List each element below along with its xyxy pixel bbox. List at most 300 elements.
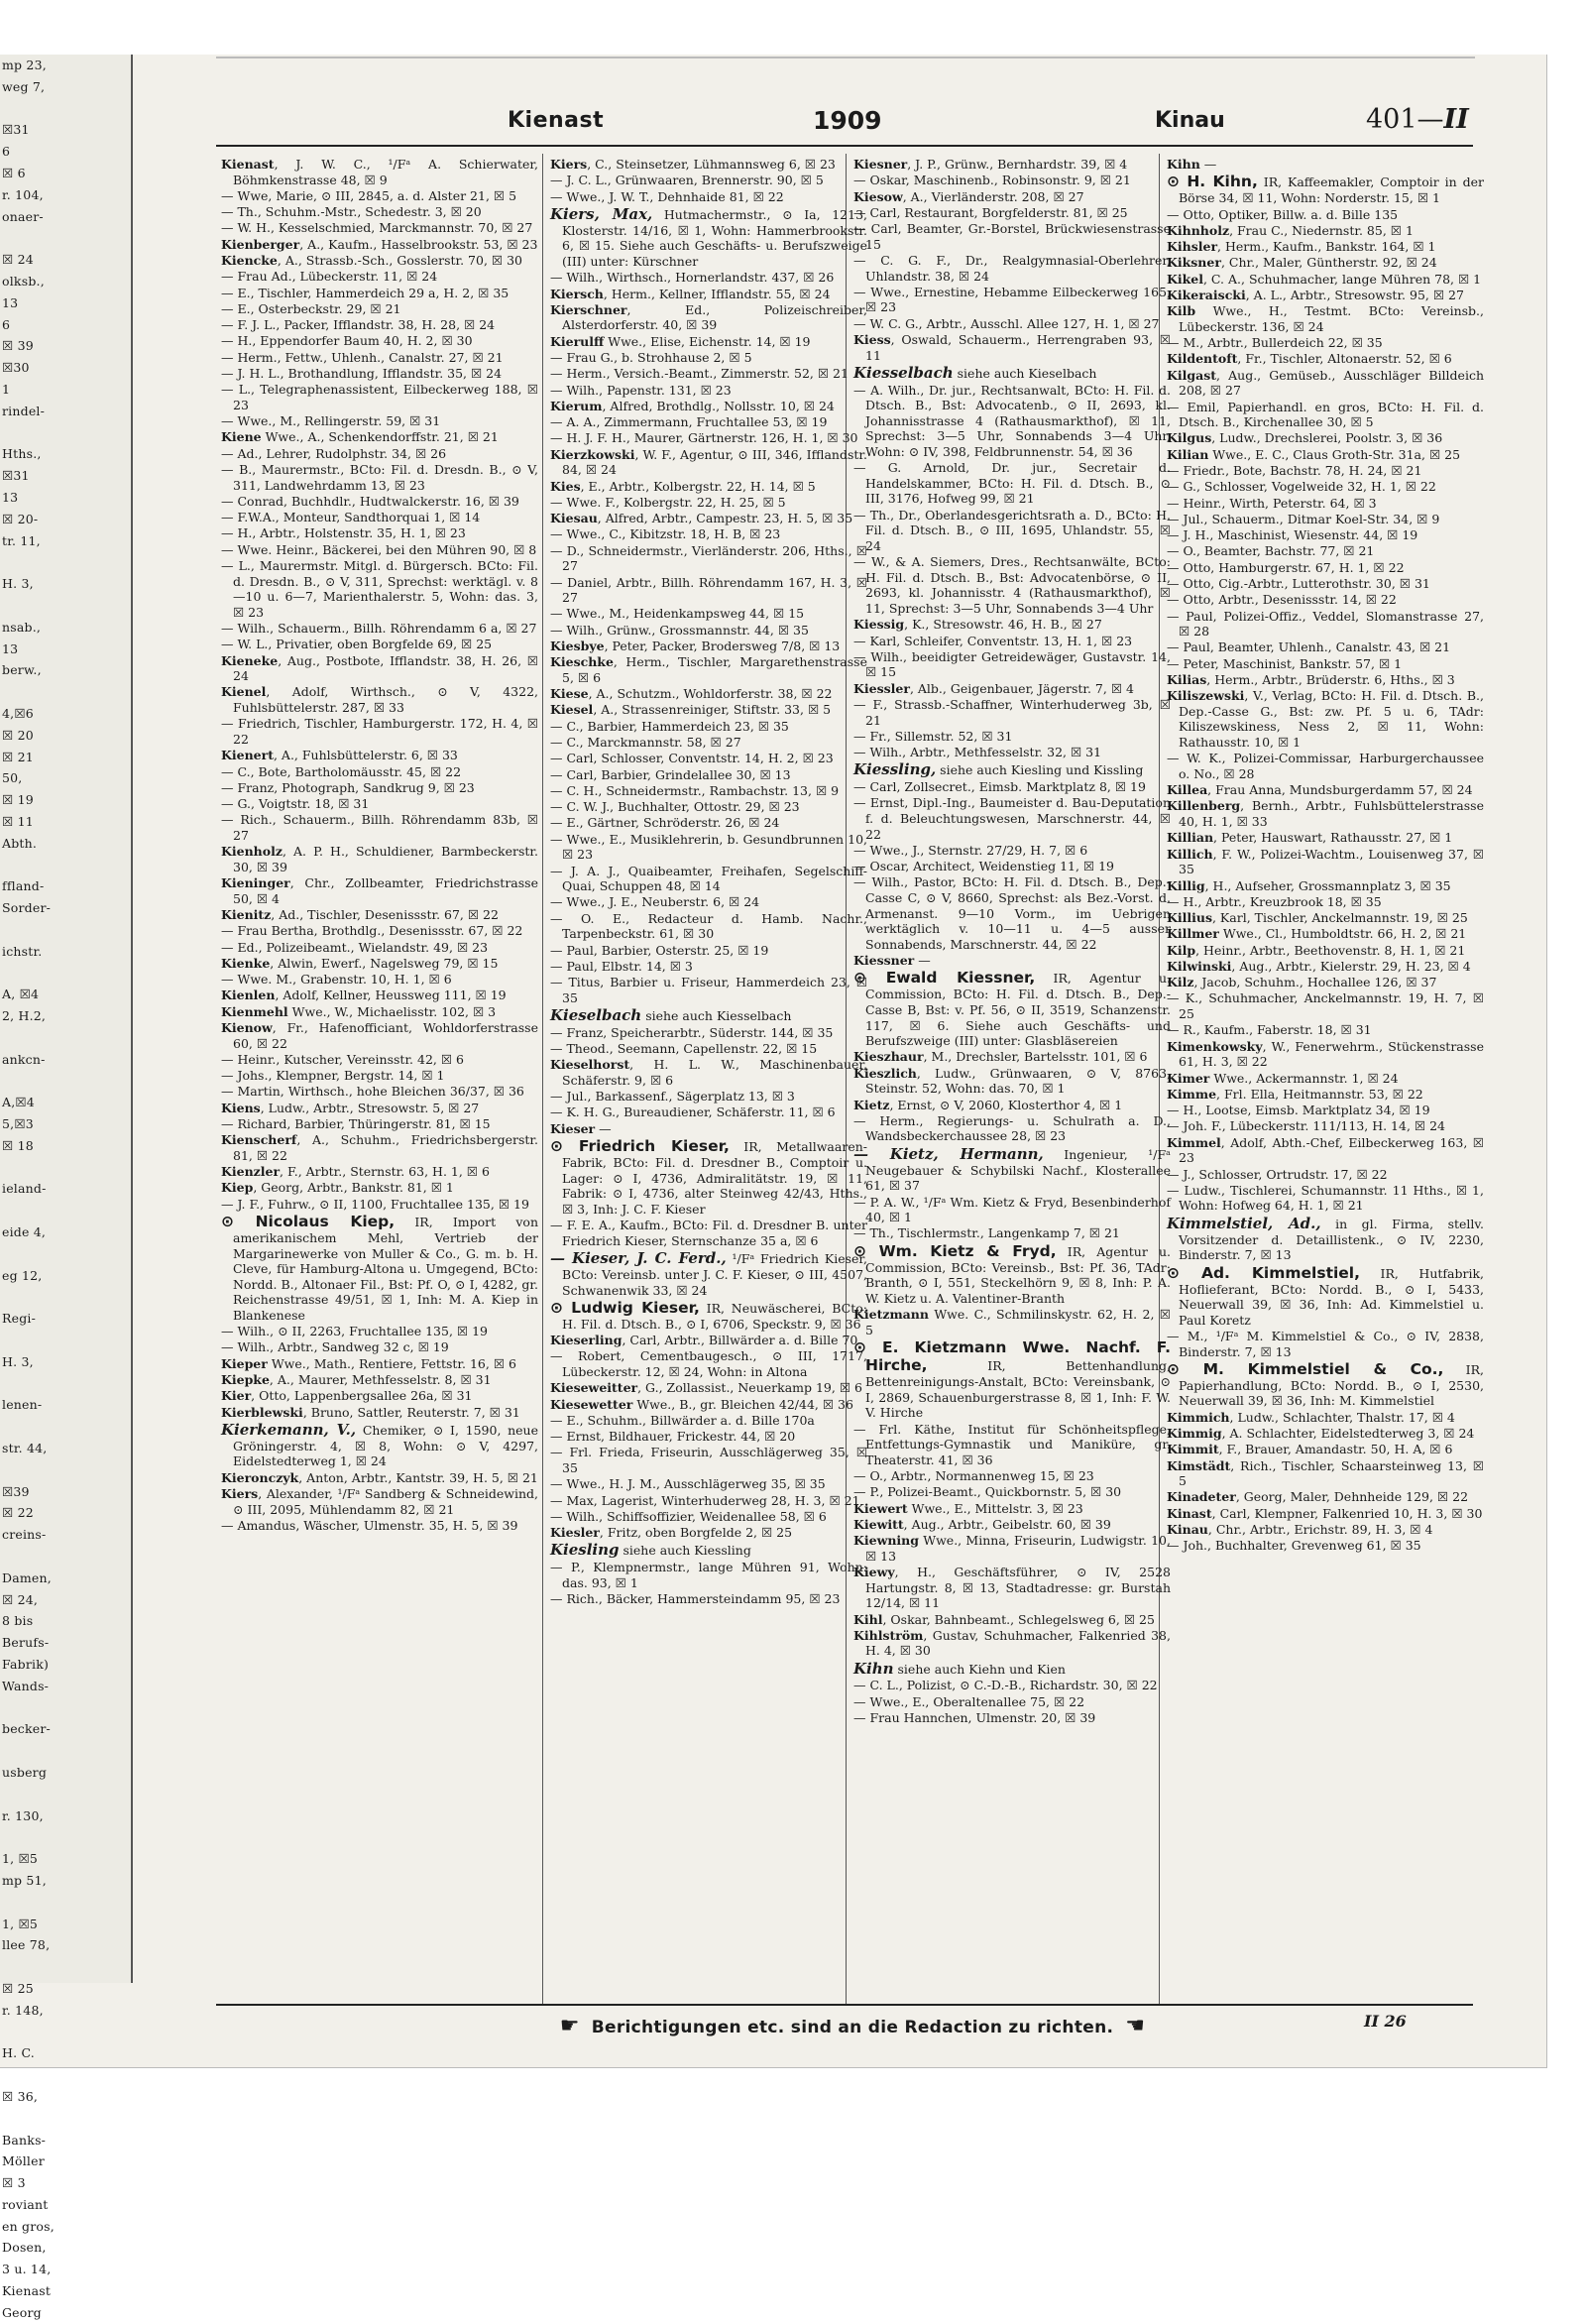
entry-surname: Kiewning	[853, 1533, 919, 1549]
directory-entry	[221, 1405, 538, 1421]
entry-surname: Kikel	[1167, 271, 1203, 287]
margin-fragment: ☒ 20-	[2, 511, 39, 526]
entry-details: , H., Geschäftsführer, ⊙ IV, 2528 Hartungstr. 8, ☒ 13, Stadtadresse: gr. Burstah 12/14, ☒ 11	[865, 1565, 1171, 1611]
directory-entry	[550, 783, 867, 799]
entry-surname: Kilias	[1167, 671, 1207, 687]
entry-surname: Kilwinski	[1167, 958, 1232, 974]
margin-fragment: Dosen,	[2, 2240, 47, 2256]
directory-entry	[853, 316, 1171, 332]
entry-details: — A. A., Zimmermann, Fruchtallee 53, ☒ 19	[550, 414, 828, 430]
entry-details: — W. C. G., Arbtr., Ausschl. Allee 127, H. 1, ☒ 27	[853, 315, 1160, 331]
entry-details: — H., Arbtr., Holstenstr. 35, H. 1, ☒ 23	[221, 525, 466, 541]
directory-entry	[1167, 1135, 1484, 1166]
entry-details: , A., Maurer, Methfesselstr. 8, ☒ 31	[269, 1372, 492, 1388]
entry-surname: Kilian	[1167, 446, 1209, 462]
directory-entry	[221, 1101, 538, 1116]
entry-surname: Kiesler	[550, 1525, 600, 1541]
margin-fragment: usberg	[2, 1764, 48, 1780]
margin-fragment	[0, 1200, 131, 1221]
margin-fragment: r. 148,	[2, 2002, 44, 2018]
directory-entry	[221, 1339, 538, 1355]
entry-details: , Herm., Tischler, Margarethenstrasse 5, ☒ 6	[562, 654, 867, 685]
margin-fragment: ☒ 11	[2, 813, 34, 829]
entry-details: — Jul., Barkassenf., Sägerplatz 13, ☒ 3	[550, 1089, 795, 1104]
margin-fragment: Damen,	[2, 1569, 52, 1585]
directory-entry	[221, 956, 538, 972]
featured-name: Kimmelstiel, Ad.,	[1167, 1214, 1321, 1232]
margin-fragment	[0, 1027, 131, 1049]
entry-details: , Ad., Tischler, Desenissstr. 67, ☒ 22	[271, 906, 499, 922]
directory-entry	[550, 864, 867, 894]
directory-entry	[853, 729, 1171, 745]
entry-details: — Max, Lagerist, Winterhuderweg 28, H. 3, ☒ 21	[550, 1492, 860, 1508]
entry-details: IR, Papierhandlung, BCto: Nordd. B., ⊙ I, 2530, Neuerwall 39, ☒ 36, Inh: M. Kimmelstiel	[1179, 1361, 1485, 1409]
directory-entry	[221, 812, 538, 843]
entry-details: , W., Fenerwehrm., Stückenstrasse 61, H. 3, ☒ 22	[1179, 1038, 1484, 1070]
firm-name: ⊙ Friedrich Kieser,	[550, 1137, 730, 1156]
margin-fragment: 4,☒6	[2, 705, 34, 721]
margin-fragment	[0, 2108, 131, 2130]
margin-fragment: 50,	[2, 770, 23, 786]
entry-details: — J. H., Maschinist, Wiesenstr. 44, ☒ 19	[1167, 527, 1418, 543]
entry-surname: Kiliszewski	[1167, 688, 1245, 704]
entry-details: — G. Arnold, Dr. jur., Secretair d. Handelskammer, BCto: H. Fil. d. Dtsch. B., ⊙ III, 3176, Hofweg 99, ☒ 21	[853, 460, 1171, 507]
directory-entry	[1167, 1071, 1484, 1087]
margin-fragment: H. 3,	[2, 576, 34, 592]
directory-entry	[550, 173, 867, 188]
margin-fragment: Sorder-	[2, 900, 52, 916]
entry-details: — J. A. J., Quaibeamter, Freihafen, Segelschiff-Quai, Schuppen 48, ☒ 14	[550, 863, 867, 894]
entry-surname: Kierzkowski	[550, 446, 635, 462]
directory-entry	[1167, 1426, 1484, 1442]
entry-surname: Kieszlich	[853, 1065, 917, 1081]
margin-fragment: ☒ 24,	[2, 1591, 39, 1607]
page-number: 401—II	[1366, 104, 1469, 135]
entry-details: , W. F., Agentur, ⊙ III, 346, Ifflandstr. 84, ☒ 24	[562, 446, 867, 478]
directory-entry	[550, 1249, 867, 1298]
directory-entry	[1167, 1522, 1484, 1538]
margin-fragment: en gros,	[2, 2218, 55, 2234]
entry-details: — Frl. Käthe, Institut für Schönheitspflege, Entfettungs-Gymnastik und Maniküre, gr. Theaterstr. 41, ☒ 36	[853, 1421, 1171, 1467]
margin-fragment: lenen-	[2, 1397, 43, 1413]
margin-fragment: Berufs-	[2, 1635, 50, 1651]
margin-fragment: Georg	[2, 2304, 42, 2320]
directory-entry	[221, 413, 538, 429]
entry-details: — Wilh., Papenstr. 131, ☒ 23	[550, 382, 732, 398]
directory-entry	[1167, 1329, 1484, 1359]
directory-entry	[550, 894, 867, 910]
entry-surname: Kienberger	[221, 236, 300, 252]
directory-entry	[1167, 592, 1484, 608]
entry-details: — Heinr., Kutscher, Vereinsstr. 42, ☒ 6	[221, 1051, 464, 1067]
directory-entry	[1167, 798, 1484, 829]
entry-details: , Oswald, Schauerm., Herrengraben 93, ☒ 11	[865, 332, 1171, 363]
previous-page-margin	[0, 55, 133, 2320]
featured-name: Kiesling	[550, 1541, 620, 1560]
directory-entry	[221, 542, 538, 558]
directory-entry	[1167, 990, 1484, 1021]
directory-entry	[221, 429, 538, 445]
entry-surname: Kiessner	[853, 953, 915, 969]
entry-surname: Kies	[550, 478, 581, 494]
entry-details: , Fr., Tischler, Altonaerstr. 52, ☒ 6	[1237, 351, 1452, 367]
entry-surname: Kihlström	[853, 1627, 924, 1643]
entry-details: — Paul, Beamter, Uhlenh., Canalstr. 43, ☒ 21	[1167, 639, 1451, 655]
directory-entry	[1167, 959, 1484, 975]
margin-fragment: rindel-	[2, 403, 46, 418]
entry-details: , Peter, Hauswart, Rathausstr. 27, ☒ 1	[1213, 830, 1453, 846]
entry-surname: Kimmit	[1167, 1442, 1219, 1457]
entry-details: — Wwe., M., Rellingerstr. 59, ☒ 31	[221, 413, 441, 429]
entry-details: in gl. Firma, stellv. Vorsitzender d. Detaillistenk., ⊙ IV, 2230, Binderstr. 7, ☒ 13	[1179, 1216, 1484, 1263]
entry-details: — E., Tischler, Hammerdeich 29 a, H. 2, ☒ 35	[221, 285, 510, 300]
entry-details: , A., Kaufm., Hasselbrookstr. 53, ☒ 23	[299, 236, 538, 252]
directory-entry	[221, 940, 538, 956]
entry-details: — O., Beamter, Bachstr. 77, ☒ 21	[1167, 543, 1375, 559]
directory-entry	[1167, 368, 1484, 399]
directory-entry	[550, 334, 867, 350]
entry-details: — C. W. J., Buchhalter, Ottostr. 29, ☒ 23	[550, 799, 800, 815]
directory-entry	[221, 988, 538, 1003]
entry-surname: Kienert	[221, 748, 274, 763]
directory-entry	[550, 959, 867, 975]
entry-details: — K., Schuhmacher, Anckelmannstr. 19, H. 7, ☒ 25	[1167, 990, 1484, 1022]
margin-fragment: ☒30	[2, 360, 30, 376]
margin-fragment: Hths.,	[2, 446, 42, 462]
entry-details: — Amandus, Wäscher, Ulmenstr. 35, H. 5, ☒ 39	[221, 1517, 518, 1533]
entry-details: — Richard, Barbier, Thüringerstr. 81, ☒ 15	[221, 1115, 491, 1131]
directory-entry	[1167, 1118, 1484, 1134]
margin-fragment: ☒ 20	[2, 727, 34, 743]
directory-entry	[221, 1324, 538, 1339]
margin-fragment: mp 51,	[2, 1872, 47, 1888]
entry-details: — F., Strassb.-Schaffner, Winterhuderweg 3b, ☒ 21	[853, 696, 1171, 728]
entry-details: , Gustav, Schuhmacher, Falkenried 38, H. 4, ☒ 30	[865, 1627, 1171, 1659]
entry-details: —	[595, 1120, 612, 1136]
entry-details: — Wilh., ⊙ II, 2263, Fruchtallee 135, ☒ 19	[221, 1324, 488, 1339]
margin-fragment	[0, 1157, 131, 1179]
entry-details: — Joh., Buchhalter, Grevenweg 61, ☒ 35	[1167, 1538, 1421, 1554]
entry-surname: Kilgast	[1167, 367, 1217, 383]
entry-details: IR, Import von amerikanischem Mehl, Vertrieb der Margarinewerke von Muller & Co., G. m. b. H. Cleve, für Hamburg-Altona u. Umgegend, BCto: Nordd. B., Altonaer Fil., Bst: Pf. O, ⊙ I, 4282, gr. Reichenstrasse 49/51, ☒ 1, Inh: M. A. Kiep in Blankenese	[233, 1214, 538, 1323]
margin-fragment: ankcn-	[2, 1051, 46, 1067]
entry-surname: Kimer	[1167, 1070, 1210, 1086]
directory-entry	[221, 301, 538, 317]
entry-surname: Kiewitt	[853, 1516, 904, 1532]
entry-details: , Frl. Ella, Heitmannstr. 53, ☒ 22	[1216, 1086, 1423, 1102]
margin-fragment: H. C.	[2, 2045, 35, 2061]
entry-details: — W. K., Polizei-Commissar, Harburgerchaussee o. No., ☒ 28	[1167, 751, 1484, 781]
directory-entry	[221, 907, 538, 923]
directory-entry	[1167, 1022, 1484, 1038]
entry-details: , Alexander, ¹/Fᵃ Sandberg & Schneidewind, ⊙ III, 2095, Mühlendamm 82, ☒ 21	[233, 1486, 538, 1517]
directory-entry	[221, 1486, 538, 1517]
entry-details: , Otto, Lappenbergsallee 26a, ☒ 31	[251, 1388, 473, 1404]
entry-surname: Kiewert	[853, 1500, 908, 1516]
entry-details: , Ludw., Grünwaaren, ⊙ V, 8763, Steinstr. 52, Wohn: das. 70, ☒ 1	[865, 1065, 1171, 1097]
footer-notice	[506, 2014, 1199, 2038]
entry-surname: Kietzmann	[853, 1307, 929, 1323]
entry-surname: Kieper	[221, 1355, 268, 1371]
directory-entry	[1167, 1039, 1484, 1070]
margin-fragment: 6	[2, 316, 11, 332]
margin-fragment	[0, 227, 131, 249]
directory-entry	[550, 815, 867, 831]
margin-fragment	[0, 1740, 131, 1762]
entry-details: — Wwe., J. E., Neuberstr. 6, ☒ 24	[550, 894, 760, 910]
entry-details: — P., Klempnermstr., lange Mühren 91, Wohn: das. 93, ☒ 1	[550, 1560, 867, 1590]
directory-entry	[550, 447, 867, 478]
directory-entry	[550, 654, 867, 685]
margin-fragment: H. 3,	[2, 1353, 34, 1369]
directory-entry	[550, 1218, 867, 1248]
directory-entry	[221, 653, 538, 684]
firm-name: ⊙ Ad. Kimmelstiel,	[1167, 1263, 1361, 1282]
entry-details: — Carl, Schlosser, Conventstr. 14, H. 2, ☒ 23	[550, 751, 834, 766]
margin-fragment	[0, 1459, 131, 1481]
entry-details: — J. H. L., Brothandlung, Ifflandstr. 35, ☒ 24	[221, 365, 503, 381]
directory-entry	[221, 1132, 538, 1163]
column-divider	[542, 154, 543, 2004]
margin-fragment	[0, 1956, 131, 1978]
entry-details: — Jul., Schauerm., Ditmar Koel-Str. 34, ☒ 9	[1167, 511, 1440, 526]
directory-entry	[221, 1020, 538, 1051]
signature-mark: II 26	[1364, 2012, 1407, 2031]
entry-surname: Kiess	[853, 332, 891, 348]
entry-details: — Carl, Zollsecret., Eimsb. Marktplatz 8, ☒ 19	[853, 779, 1146, 795]
entry-details: — Paul, Polizei-Offiz., Veddel, Slomanstrasse 27, ☒ 28	[1167, 608, 1484, 639]
directory-entry	[550, 702, 867, 718]
entry-surname: Killmer	[1167, 926, 1219, 942]
entry-details: — Wilh., Schauerm., Billh. Röhrendamm 6 a, ☒ 27	[221, 621, 537, 637]
entry-details: , Chr., Zollbeamter, Friedrichstrasse 50, ☒ 4	[233, 875, 538, 906]
entry-details: — Wwe., M., Heidenkampsweg 44, ☒ 15	[550, 606, 805, 622]
entry-details: — W. H., Kesselschmied, Marckmannstr. 70, ☒ 27	[221, 220, 533, 236]
directory-entry	[853, 460, 1171, 507]
margin-fragment: eg 12,	[2, 1267, 43, 1283]
directory-entry	[550, 735, 867, 751]
directory-entry	[550, 943, 867, 959]
margin-fragment: ☒ 21	[2, 749, 34, 764]
directory-entry	[221, 1004, 538, 1020]
entry-details: — Frau Hannchen, Ulmenstr. 20, ☒ 39	[853, 1709, 1096, 1725]
entry-surname: Kiers	[221, 1486, 259, 1502]
entry-details: — H. J. F. H., Maurer, Gärtnerstr. 126, H. 1, ☒ 30	[550, 430, 858, 446]
entry-details: — P. A. W., ¹/Fᵃ Wm. Kietz & Fryd, Besenbinderhof 40, ☒ 1	[853, 1194, 1171, 1225]
entry-details: , A. Schlachter, Eidelstedterweg 3, ☒ 24	[1221, 1426, 1475, 1442]
entry-details: — Robert, Cementbaugesch., ⊙ III, 1717, Lübeckerstr. 12, ☒ 24, Wohn: in Altona	[550, 1348, 867, 1379]
entry-details: , J. P., Grünw., Bernhardstr. 39, ☒ 4	[907, 157, 1128, 172]
entry-details: — K. H. G., Bureaudiener, Schäferstr. 11, ☒ 6	[550, 1104, 836, 1120]
entry-details: , Aug., Postbote, Ifflandstr. 38, H. 26, ☒ 24	[233, 652, 538, 684]
entry-details: Wwe., A., Schenkendorffstr. 21, ☒ 21	[261, 429, 499, 445]
directory-entry	[1167, 672, 1484, 688]
entry-surname: Killea	[1167, 782, 1208, 798]
entry-details: — Rich., Schauerm., Billh. Röhrendamm 83b, ☒ 27	[221, 812, 538, 843]
margin-fragment	[0, 2064, 131, 2086]
directory-entry	[221, 1084, 538, 1100]
directory-entry	[550, 1445, 867, 1475]
entry-details: — Frl. Frieda, Friseurin, Ausschlägerweg 35, ☒ 35	[550, 1445, 867, 1475]
entry-details: Wwe., W., Michaelisstr. 102, ☒ 3	[287, 1003, 497, 1019]
entry-details: , Heinr., Arbtr., Beethovenstr. 8, H. 1, ☒ 21	[1195, 942, 1466, 958]
margin-fragment: creins-	[2, 1527, 47, 1543]
margin-fragment: 6	[2, 144, 11, 160]
margin-fragment	[0, 1070, 131, 1092]
directory-entry	[221, 1052, 538, 1068]
directory-entry	[1167, 975, 1484, 990]
margin-fragment: ☒ 39	[2, 338, 34, 354]
directory-entry	[550, 383, 867, 399]
column-2	[550, 157, 867, 1607]
entry-details: — Wilh., Schiffsoffizier, Weidenallee 58, ☒ 6	[550, 1508, 827, 1524]
entry-details: — Herm., Fettw., Uhlenh., Canalstr. 27, ☒ 21	[221, 349, 504, 365]
entry-details: — Wwe., J. W. T., Dehnhaide 81, ☒ 22	[550, 188, 784, 204]
entry-details: — Herm., Versich.-Beamt., Zimmerstr. 52, ☒ 21	[550, 366, 849, 382]
featured-name: Kiesselbach	[853, 363, 954, 382]
directory-entry	[221, 510, 538, 525]
entry-details: Wwe., E., Mittelstr. 3, ☒ 23	[907, 1500, 1083, 1516]
directory-entry	[1167, 496, 1484, 512]
directory-entry	[221, 558, 538, 620]
directory-entry	[221, 446, 538, 462]
entry-details: Wwe. C., Schmilinskystr. 62, H. 2, ☒ 5	[865, 1307, 1171, 1337]
entry-details: Ingenieur, ¹/Fᵃ Neugebauer & Schybilski Nachf., Klosterallee 61, ☒ 37	[865, 1146, 1172, 1194]
entry-details: — W. L., Privatier, oben Borgfelde 69, ☒ 25	[221, 637, 493, 652]
entry-surname: Kiesau	[550, 511, 598, 526]
directory-entry	[550, 1299, 867, 1333]
entry-details: Wwe., H., Testmt. BCto: Vereinsb., Lübeckerstr. 136, ☒ 24	[1179, 303, 1484, 334]
directory-entry	[853, 745, 1171, 760]
entry-details: — C. H., Schneidermstr., Rambachstr. 13, ☒ 9	[550, 782, 840, 798]
entry-surname: Kilgus	[1167, 430, 1212, 446]
margin-fragment: 1, ☒5	[2, 1851, 39, 1867]
entry-details: — Fr., Sillemstr. 52, ☒ 31	[853, 728, 1013, 744]
entry-surname: Kimmig	[1167, 1426, 1222, 1442]
entry-details: — Ernst, Dipl.-Ing., Baumeister d. Bau-Deputation f. d. Beleuchtungswesen, Marschnerstr. 44, ☒ 22	[853, 795, 1171, 842]
entry-surname: Killian	[1167, 830, 1214, 846]
margin-fragment: Wands-	[2, 1678, 50, 1693]
entry-details: — Titus, Barbier u. Friseur, Hammerdeich 23, ☒ 35	[550, 975, 867, 1005]
entry-details: — Otto, Arbtr., Desenissstr. 14, ☒ 22	[1167, 592, 1397, 608]
directory-entry	[221, 637, 538, 652]
margin-fragment: Abth.	[2, 835, 38, 851]
directory-entry	[853, 1113, 1171, 1144]
entry-details: — H., Eppendorfer Baum 40, H. 2, ☒ 30	[221, 333, 473, 349]
directory-entry	[853, 1225, 1171, 1241]
entry-details: — H., Arbtr., Kreuzbrook 18, ☒ 35	[1167, 893, 1382, 909]
directory-entry	[853, 1628, 1171, 1659]
entry-details: — W., & A. Siemers, Dres., Rechtsanwälte, BCto: H. Fil. d. Dtsch. B., Bst: Advocatenbörse, ⊙ II, 2693, kl. Johannisstr. 4 (Rathausmarkthof), ☒ 11, Sprechst: 3—5 Uhr, Sonnabends 3—4 Uhr	[853, 554, 1171, 616]
entry-details: — Carl, Restaurant, Borgfelderstr. 81, ☒ 25	[853, 204, 1128, 220]
directory-entry	[221, 1518, 538, 1534]
entry-surname: Kiens	[221, 1100, 261, 1115]
entry-details: — F. J. L., Packer, Ifflandstr. 38, H. 28, ☒ 24	[221, 317, 496, 333]
firm-name: ⊙ Nicolaus Kiep,	[221, 1212, 396, 1230]
directory-entry	[221, 1164, 538, 1180]
directory-entry	[221, 1388, 538, 1404]
entry-details: , Jacob, Schuhm., Hochallee 126, ☒ 37	[1193, 975, 1437, 990]
header-last-entry: Kinau	[1155, 108, 1225, 133]
entry-details: — Karl, Schleifer, Conventstr. 13, H. 1, ☒ 23	[853, 633, 1133, 648]
directory-entry	[1167, 1442, 1484, 1457]
header-rule	[216, 145, 1473, 147]
directory-entry	[853, 1195, 1171, 1225]
margin-fragment: ☒ 22	[2, 1505, 34, 1521]
margin-fragment	[0, 1373, 131, 1395]
entry-details: — Oskar, Maschinenb., Robinsonstr. 9, ☒ 21	[853, 173, 1131, 188]
entry-details: — Rich., Bäcker, Hammersteindamm 95, ☒ 23	[550, 1590, 841, 1606]
entry-details: — Otto, Cig.-Arbtr., Lutterothstr. 30, ☒ 31	[1167, 575, 1430, 591]
directory-entry	[853, 1098, 1171, 1113]
margin-fragment: ☒ 3	[2, 2175, 26, 2191]
entry-surname: Kildentoft	[1167, 351, 1238, 367]
margin-fragment: ☒ 19	[2, 792, 34, 808]
margin-fragment: ieland-	[2, 1181, 47, 1197]
directory-entry	[1167, 351, 1484, 367]
directory-entry	[550, 430, 867, 446]
directory-entry	[550, 414, 867, 430]
directory-entry	[221, 748, 538, 763]
entry-details: — P., Polizei-Beamt., Quickbornstr. 5, ☒ 30	[853, 1484, 1122, 1500]
entry-details: — F. E. A., Kaufm., BCto: Fil. d. Dresdner B. unter Friedrich Kieser, Sternschanze 35 a, ☒ 6	[550, 1218, 867, 1248]
directory-entry	[221, 1470, 538, 1486]
entry-details: — Ad., Lehrer, Rudolphstr. 34, ☒ 26	[221, 445, 447, 461]
entry-surname: Killenberg	[1167, 798, 1241, 814]
margin-fragment	[0, 595, 131, 617]
directory-entry	[853, 843, 1171, 859]
directory-entry	[550, 799, 867, 815]
entry-details: , Fritz, oben Borgfelde 2, ☒ 25	[599, 1525, 793, 1541]
margin-fragment: 2, H.2,	[2, 1008, 47, 1024]
entry-surname: Kihl	[853, 1611, 883, 1627]
directory-entry	[853, 1422, 1171, 1468]
entry-details: — Daniel, Arbtr., Billh. Röhrendamm 167, H. 3, ☒ 27	[550, 574, 867, 606]
entry-details: — Peter, Maschinist, Bankstr. 57, ☒ 1	[1167, 655, 1403, 671]
directory-entry	[1167, 1538, 1484, 1554]
directory-entry	[1167, 1360, 1484, 1409]
directory-entry	[550, 1429, 867, 1445]
directory-entry	[853, 285, 1171, 315]
directory-entry	[1167, 255, 1484, 271]
directory-entry	[1167, 463, 1484, 479]
entry-details: Wwe., Math., Rentiere, Fettstr. 16, ☒ 6	[267, 1355, 516, 1371]
firm-name: ⊙ Wm. Kietz & Fryd,	[853, 1241, 1057, 1260]
directory-entry	[221, 972, 538, 988]
directory-entry	[221, 317, 538, 333]
directory-entry	[1167, 512, 1484, 527]
entry-details: , Alb., Geigenbauer, Jägerstr. 7, ☒ 4	[909, 680, 1134, 696]
directory-entry	[550, 623, 867, 639]
margin-fragment	[0, 2022, 131, 2043]
entry-details: — Friedr., Bote, Bachstr. 78, H. 24, ☒ 21	[1167, 463, 1422, 478]
directory-entry	[550, 1057, 867, 1088]
entry-details: — Wwe., E., Musiklehrerin, b. Gesundbrunnen 10, ☒ 23	[550, 831, 867, 863]
entry-surname: Kiepke	[221, 1372, 270, 1388]
directory-entry	[550, 1509, 867, 1525]
directory-entry	[853, 221, 1171, 252]
entry-details: — O. E., Redacteur d. Hamb. Nachr., Tarpenbeckstr. 61, ☒ 30	[550, 910, 867, 942]
entry-details: , Oskar, Bahnbeamt., Schlegelsweg 6, ☒ 25	[882, 1611, 1155, 1627]
entry-details: — Emil, Papierhandl. en gros, BCto: H. Fil. d. Dtsch. B., Kirchenallee 30, ☒ 5	[1167, 399, 1484, 430]
entry-details: , Bernh., Arbtr., Fuhlsbüttelerstrasse 40, H. 1, ☒ 33	[1179, 798, 1484, 830]
margin-fragment: Fabrik)	[2, 1656, 50, 1672]
directory-entry	[853, 1533, 1171, 1564]
entry-details: Wwe., Elise, Eichenstr. 14, ☒ 19	[604, 333, 811, 349]
entry-details: — Th., Dr., Oberlandesgerichtsrath a. D., BCto: H. Fil. d. Dtsch. B., ⊙ III, 1695, Uhlandstr. 55, ☒ 24	[853, 507, 1171, 553]
directory-entry	[1167, 288, 1484, 303]
margin-fragment: ☒31	[2, 468, 30, 484]
